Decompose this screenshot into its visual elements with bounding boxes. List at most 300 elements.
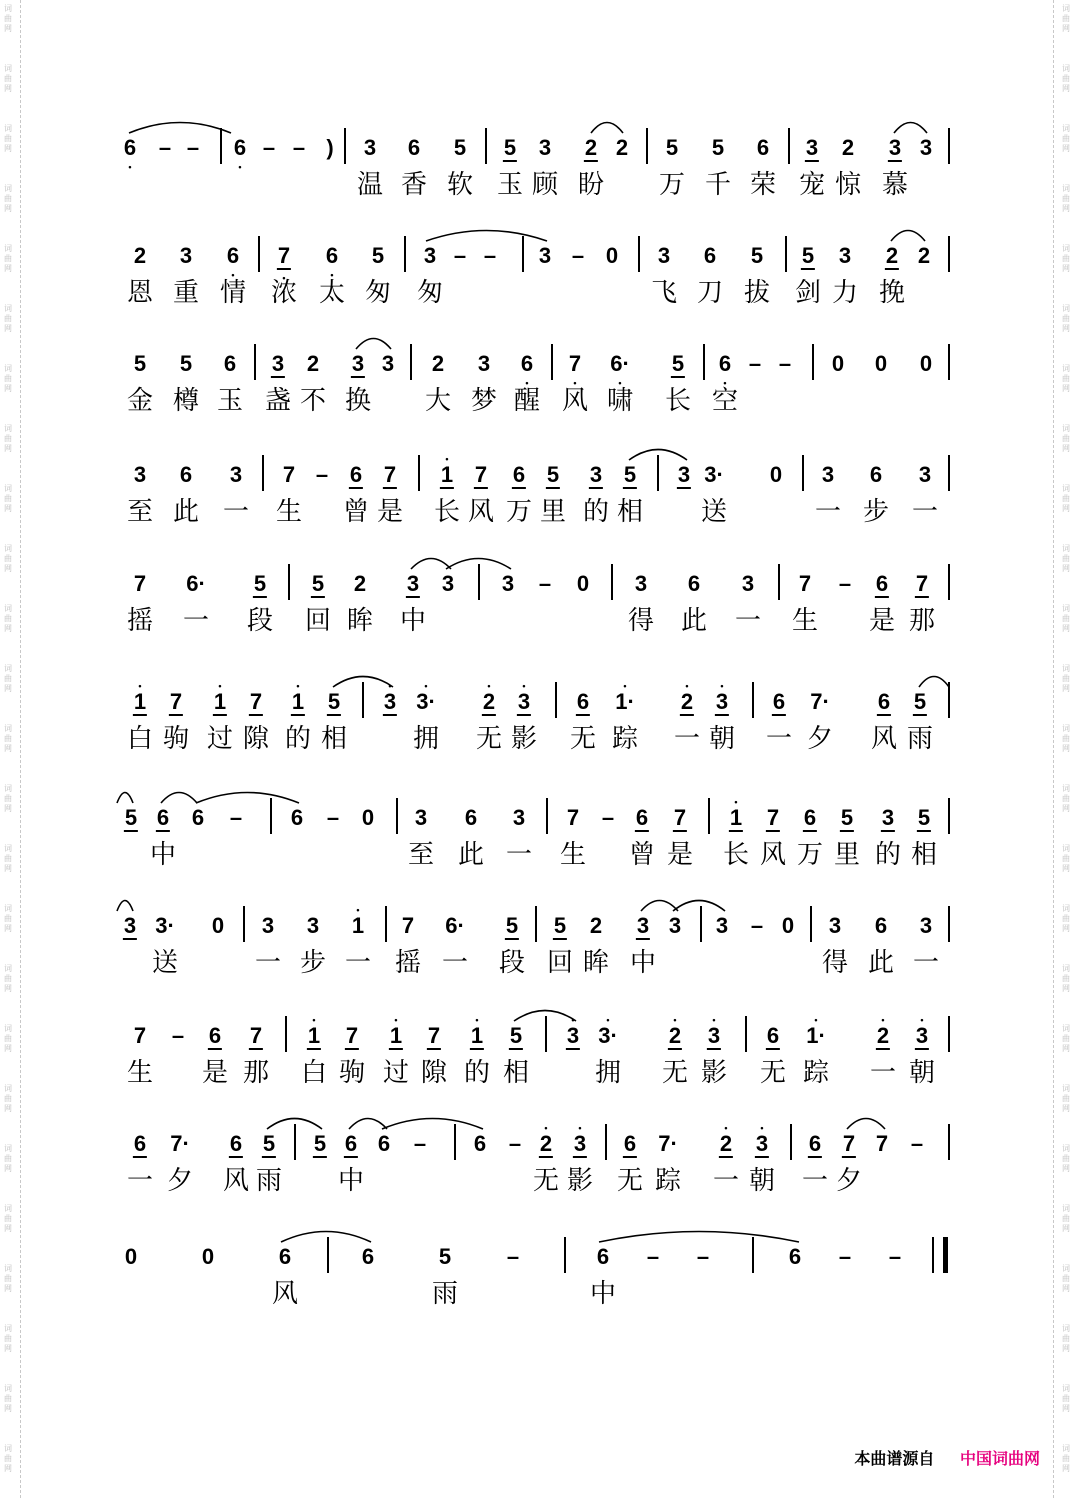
watermark-mark: 词 曲 网 [1062,184,1070,213]
note: • 2 [669,1023,681,1049]
barline [243,906,245,942]
barline [638,236,640,272]
note: 3 [657,243,671,268]
note: 5 [503,135,517,160]
barline [948,236,950,272]
note: 3 [351,351,365,376]
note: 7 [249,1023,263,1048]
note: 6 [407,135,421,160]
lyric-char: 影 [510,724,538,754]
lyric-char: 相 [502,1058,530,1088]
note: 3 [179,243,193,268]
lyric-char: 至 [126,497,154,527]
barline [948,128,950,164]
lyric-char: 隙 [420,1058,448,1088]
lyric-char: 朝 [708,724,736,754]
note: 2 [133,243,147,268]
lyric-char: 风 [271,1279,299,1309]
note: 6 [229,1131,243,1156]
barline [418,455,420,491]
lyric-char: 眸 [346,606,374,636]
score-line-1 [0,128,1074,228]
note: 3 [634,571,648,596]
note: – [838,571,852,596]
lyric-char: 无 [616,1166,644,1196]
note: 6 [877,689,891,714]
lyric-char: 是 [376,497,404,527]
note: 6 [623,1131,637,1156]
note: 3 [741,571,755,596]
watermark-mark: 词 曲 网 [4,844,12,873]
lyric-char: 夕 [835,1166,863,1196]
note: 0 [874,351,888,376]
note: • 1 [134,689,146,715]
note: • 7 [569,351,581,377]
lyric-char: 风 [467,497,495,527]
lyric-char: 雨 [255,1166,283,1196]
lyric-char: 匆 [364,278,392,308]
note: 5 [262,1131,276,1156]
note: 3 [477,351,491,376]
note: • 3 [518,689,530,715]
note: 2 [353,571,367,596]
note: • 1· [615,689,635,715]
lyric-char: 空 [711,386,739,416]
lyric-char: 相 [910,840,938,870]
barline [262,455,264,491]
note: 3 [501,571,515,596]
lyric-char: 相 [320,724,348,754]
lyric-char: 驹 [162,724,190,754]
note: 6 [512,462,526,487]
note: 6 [803,805,817,830]
watermark-mark: 词 曲 网 [1062,1144,1070,1173]
note: 6 [361,1244,375,1269]
lyric-char: 拥 [412,724,440,754]
lyric-char: 眸 [582,948,610,978]
note: 5 [671,351,685,376]
slur-arc [846,1116,886,1130]
slur-arc [628,447,688,461]
lyric-char: 玉 [496,170,524,200]
note: 6 [464,805,478,830]
note: – [229,805,243,830]
note: • 1 [308,1023,320,1049]
watermark-mark: 词 曲 网 [4,604,12,633]
lyric-char: 无 [661,1058,689,1088]
watermark-mark: 词 曲 网 [4,1084,12,1113]
lyric-char: 回 [546,948,574,978]
note: 7 [673,805,687,830]
lyric-char: 里 [539,497,567,527]
lyric-char: 此 [172,497,200,527]
note: – [506,1244,520,1269]
note: 2 [917,243,931,268]
note: – [483,243,497,268]
slur-arc [116,898,134,912]
barline [948,1016,950,1052]
lyric-char: 醒 [513,386,541,416]
slur-arc [598,1229,800,1243]
note: 3 [821,462,835,487]
lyric-char: 曾 [628,840,656,870]
note: 0 [919,351,933,376]
barline [254,344,256,380]
watermark-mark: 词 曲 网 [1062,484,1070,513]
barline [752,682,754,718]
slur-arc [513,1008,577,1022]
lyric-char: 飞 [650,278,678,308]
lyric-char: 踪 [802,1058,830,1088]
note: 6 [278,1244,292,1269]
note: 0 [769,462,783,487]
lyric-char: 的 [284,724,312,754]
note: 6 [703,243,717,268]
lyric-char: 此 [457,840,485,870]
note: 6 [344,1131,358,1156]
note: 7· [658,1131,678,1156]
note: 0 [831,351,845,376]
note: 2 [885,243,899,268]
note: 5 [179,351,193,376]
note: • 6· [610,351,630,377]
barline [788,128,790,164]
lyric-char: 影 [700,1058,728,1088]
lyric-char: 盼 [577,170,605,200]
lyric-char: 那 [242,1058,270,1088]
lyric-char: 风 [870,724,898,754]
note: 7 [345,1023,359,1048]
note: 3 [363,135,377,160]
watermark-mark: 词 曲 网 [1062,124,1070,153]
slur-arc [918,674,950,688]
note: – [750,913,764,938]
note: 6 [191,805,205,830]
note: – [601,805,615,830]
note: 3 [838,243,852,268]
note: 3 [414,805,428,830]
note: • 3 [384,689,396,715]
note: • 1 [292,689,304,715]
note: 3 [229,462,243,487]
lyric-char: 摇 [394,948,422,978]
lyric-char: 过 [382,1058,410,1088]
lyric-char: 送 [151,948,179,978]
note: 6 [156,805,170,830]
barline [288,564,290,600]
note: 5 [840,805,854,830]
barline [410,344,412,380]
lyric-char: 万 [796,840,824,870]
lyric-char: 中 [337,1166,365,1196]
watermark-mark: 词 曲 网 [4,124,12,153]
lyric-char: 的 [582,497,610,527]
note: 2 [589,913,603,938]
score-line-8 [0,906,1074,1006]
note: 5 [133,351,147,376]
note: 6 [869,462,883,487]
note: 5 [438,1244,452,1269]
lyric-char: 力 [831,278,859,308]
barline [948,564,950,600]
note: – [262,135,276,160]
lyric-char: 此 [867,948,895,978]
note: 3 [406,571,420,596]
watermark-mark: 词 曲 网 [1062,1444,1070,1473]
lyric-char: 玉 [216,386,244,416]
note: 6 [875,571,889,596]
slur-arc [266,1116,323,1130]
score-line-9 [0,1016,1074,1116]
note: 3 [123,913,137,938]
lyric-char: 一 [505,840,533,870]
barline [948,455,950,491]
lyric-char: 拔 [743,278,771,308]
note: 7· [170,1131,190,1156]
note: – [696,1244,710,1269]
barline [285,1016,287,1052]
lyric-char: 顾 [531,170,559,200]
lyric-char: 一 [222,497,250,527]
watermark-mark: 词 曲 网 [4,244,12,273]
barline [611,564,613,600]
note: 3 [888,135,902,160]
score-line-2 [0,236,1074,336]
watermark-mark: 词 曲 网 [1062,1024,1070,1053]
note: – [158,135,172,160]
lyric-char: 送 [700,497,728,527]
lyric-char: 万 [505,497,533,527]
note: • 3 [574,1131,586,1157]
watermark-mark: 词 曲 网 [4,304,12,333]
watermark-mark: 词 曲 网 [4,1204,12,1233]
note: 0 [211,913,225,938]
slur-arc [195,790,300,804]
lyric-char: 恩 [126,278,154,308]
footer-source [854,1446,1040,1469]
lyric-char: 影 [566,1166,594,1196]
note: 5 [453,135,467,160]
barline [778,564,780,600]
site-link[interactable]: 中国词曲网 [959,1449,1040,1468]
note: 7 [249,689,263,714]
note: 6 [208,1023,222,1048]
lyric-char: 盏 [264,386,292,416]
note: 5 [124,805,138,830]
note: 6 [377,1131,391,1156]
watermark-mark: 词 曲 网 [4,904,12,933]
note: 6 [756,135,770,160]
note: 2 [584,135,598,160]
score-line-7 [0,798,1074,898]
barline [785,236,787,272]
note: – [292,135,306,160]
barline [546,798,548,834]
lyric-char: 里 [833,840,861,870]
note: 3· [155,913,175,938]
slur-arc [590,120,624,134]
watermark-mark: 词 曲 网 [4,64,12,93]
lyric-char: 荣 [749,170,777,200]
note: 7 [383,462,397,487]
note: 6 [179,462,193,487]
lyric-char: 浓 [270,278,298,308]
barline [703,344,705,380]
note: 3 [306,913,320,938]
note: 6 [808,1131,822,1156]
note: 6 [290,805,304,830]
note: 6 [766,1023,780,1048]
barline [258,236,260,272]
lyric-char: 步 [862,497,890,527]
note: 3 [828,913,842,938]
lyric-char: 一 [814,497,842,527]
watermark-mark: 词 曲 网 [1062,604,1070,633]
watermark-mark: 词 曲 网 [4,664,12,693]
note: 7 [282,462,296,487]
watermark-mark: 词 曲 网 [4,4,12,33]
barline [948,906,950,942]
note: • 2 [681,689,693,715]
score-line-5 [0,564,1074,664]
note: 5 [546,462,560,487]
note: 5 [327,689,341,714]
slur-arc [332,674,394,688]
watermark-mark: 词 曲 网 [1062,424,1070,453]
note: 3 [919,913,933,938]
note: 6 [349,462,363,487]
note: 7 [798,571,812,596]
note: 6 [223,351,237,376]
note: 2 [615,135,629,160]
lyric-char: 中 [629,948,657,978]
note: – [571,243,585,268]
lyric-char: 一 [801,1166,829,1196]
note: – [748,351,762,376]
lyric-char: 长 [664,386,692,416]
lyric-char: 梦 [470,386,498,416]
barline [948,1124,950,1160]
note: 3 [589,462,603,487]
lyric-char: 无 [532,1166,560,1196]
note: – [413,1131,427,1156]
watermark-mark: 词 曲 网 [4,784,12,813]
watermark-mark: 词 曲 网 [1062,4,1070,33]
note: 5 [665,135,679,160]
barline [555,682,557,718]
slur-arc [893,120,928,134]
lyric-char: 生 [559,840,587,870]
note: • 1 [471,1023,483,1049]
note: 7 [842,1131,856,1156]
barline [810,906,812,942]
note: • 2 [540,1131,552,1157]
slur-arc [160,790,198,804]
lyric-char: 得 [627,606,655,636]
lyric-char: 一 [712,1166,740,1196]
lyric-char: 无 [569,724,597,754]
note: 5 [623,462,637,487]
slur-arc [425,228,548,242]
note: • 1· [806,1023,826,1049]
lyric-char: 大 [424,386,452,416]
lyric-char: 生 [126,1058,154,1088]
watermark-mark: 词 曲 网 [1062,844,1070,873]
slur-arc [445,556,512,570]
lyric-char: 惊 [834,170,862,200]
note: • 1 [730,805,742,831]
note: 3 [271,351,285,376]
barline [344,128,346,164]
lyric-char: 无 [759,1058,787,1088]
lyric-char: 白 [126,724,154,754]
note: 0 [361,805,375,830]
note: 5 [311,571,325,596]
note: – [838,1244,852,1269]
note: 6 [635,805,649,830]
note: 5 [750,243,764,268]
note: • 6 [234,135,246,161]
slur-arc [128,120,232,134]
note: 7 [915,571,929,596]
score-line-4 [0,455,1074,555]
note: 5 [509,1023,523,1048]
lyric-char: 换 [344,386,372,416]
lyric-char: 千 [704,170,732,200]
watermark-mark: 词 曲 网 [1062,244,1070,273]
score-line-11 [0,1237,1074,1337]
lyric-char: 太 [318,278,346,308]
barline [802,455,804,491]
note: 7 [474,462,488,487]
lyric-char: 回 [304,606,332,636]
score-line-6 [0,682,1074,782]
note: 3 [919,135,933,160]
note: 3 [512,805,526,830]
note: 5 [917,805,931,830]
note: 5 [253,571,267,596]
note: 0 [576,571,590,596]
note: 7 [133,571,147,596]
lyric-char: 生 [791,606,819,636]
note: 6· [186,571,206,596]
lyric-char: 驹 [338,1058,366,1088]
lyric-char: 得 [821,948,849,978]
note: – [538,571,552,596]
watermark-mark: 词 曲 网 [4,1264,12,1293]
watermark-mark: 词 曲 网 [1062,64,1070,93]
lyric-char: 至 [407,840,435,870]
slur-arc [890,228,926,242]
lyric-char: 一 [912,948,940,978]
note: 3 [918,462,932,487]
note: 3 [668,913,682,938]
note: 3 [636,913,650,938]
barline [948,344,950,380]
note: – [508,1131,522,1156]
lyric-char: 是 [201,1058,229,1088]
watermark-mark: 词 曲 网 [1062,904,1070,933]
lyric-char: 风 [561,386,589,416]
note: • 1 [390,1023,402,1049]
lyric-char: 那 [908,606,936,636]
note: 0 [124,1244,138,1269]
watermark-mark: 词 曲 网 [1062,1264,1070,1293]
note: 3 [538,243,552,268]
note: 5 [313,1131,327,1156]
slur-arc [381,1116,484,1130]
barline [646,128,648,164]
